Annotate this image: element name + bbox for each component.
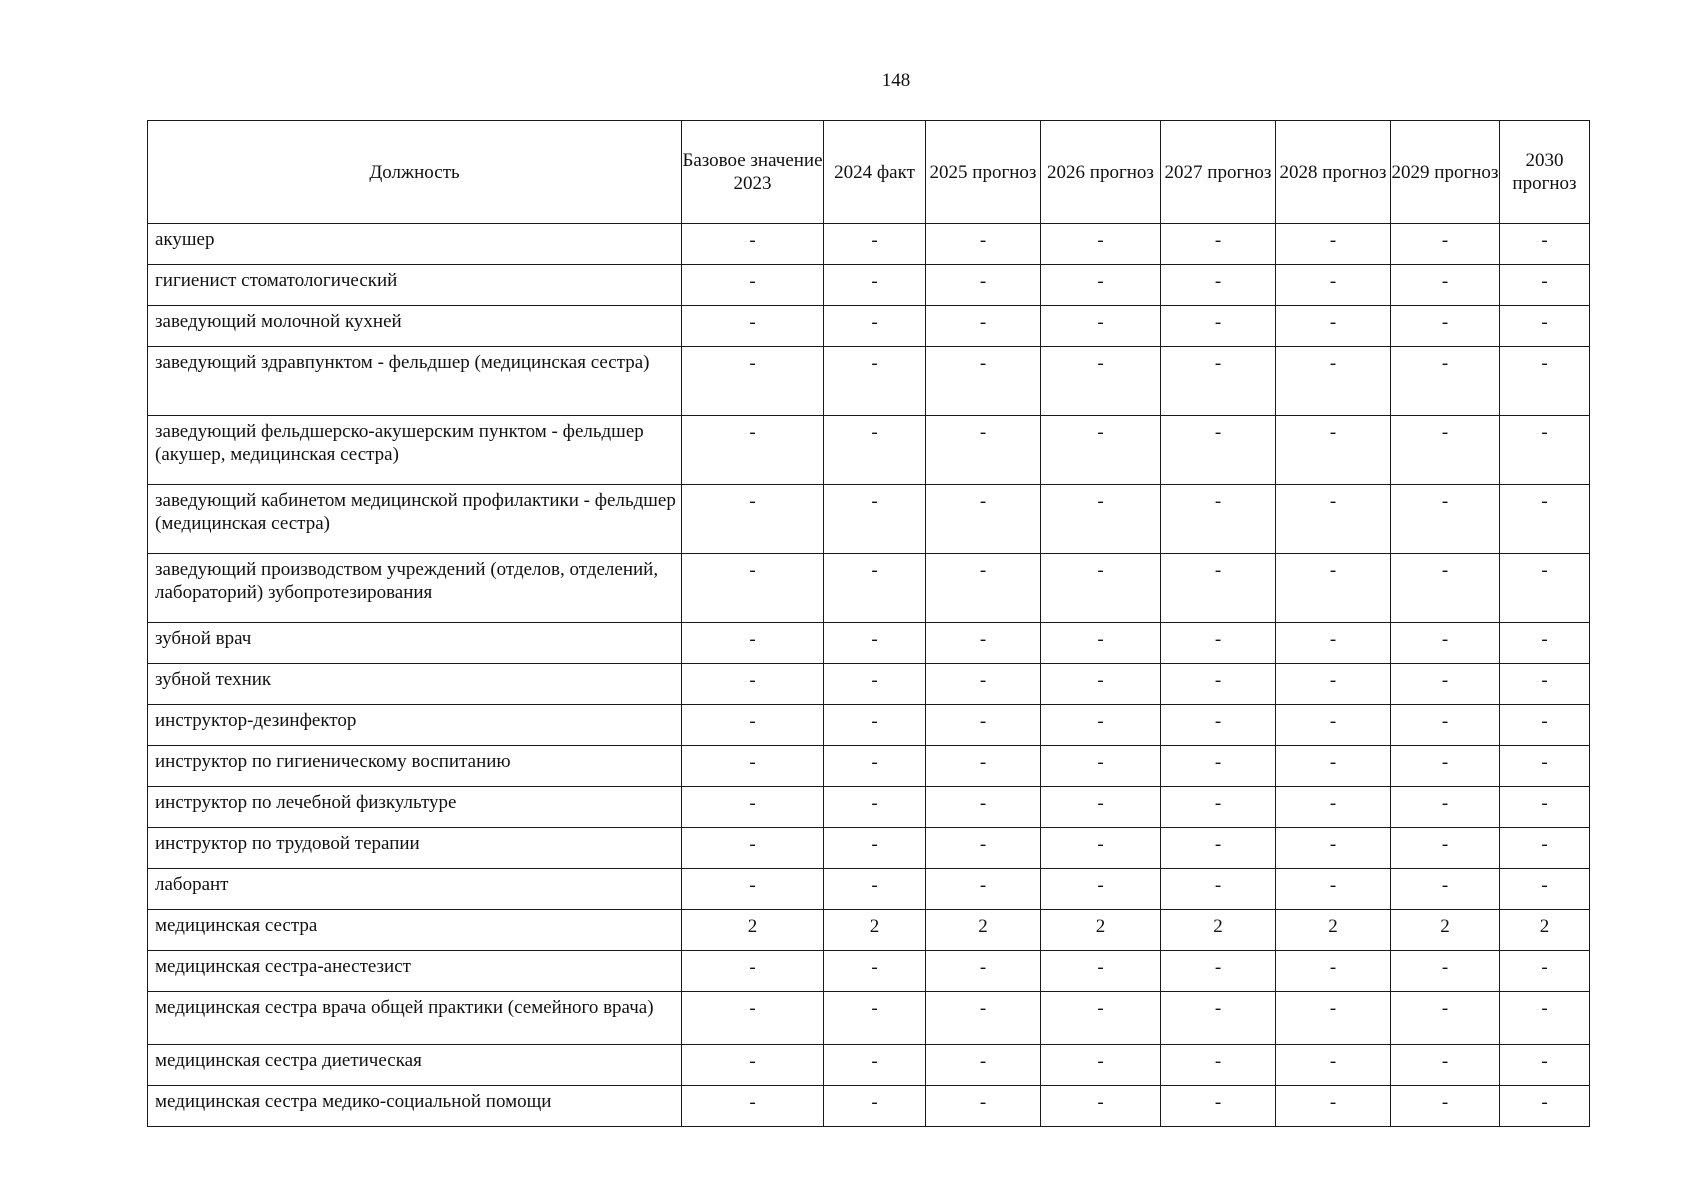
value-cell: - [1041, 664, 1161, 705]
table-row [148, 265, 1590, 306]
value-cell: - [1276, 787, 1391, 828]
position-cell: инструктор по лечебной физкультуре [148, 787, 682, 828]
value-cell: - [824, 224, 926, 265]
value-cell: - [1500, 306, 1590, 347]
value-cell: - [1391, 554, 1500, 623]
table-row [148, 623, 1590, 664]
value-cell: - [1391, 224, 1500, 265]
value-cell: - [1161, 787, 1276, 828]
table-row [148, 306, 1590, 347]
value-cell: - [1500, 265, 1590, 306]
value-cell: - [1500, 554, 1590, 623]
value-cell: - [1161, 306, 1276, 347]
value-cell: 2 [926, 910, 1041, 951]
value-cell: - [926, 485, 1041, 554]
value-cell: - [926, 416, 1041, 485]
value-cell: 2 [824, 910, 926, 951]
value-cell: - [1041, 1045, 1161, 1086]
value-cell: - [1391, 705, 1500, 746]
position-cell: заведующий производством учреждений (отделов, отделений, лабораторий) зубопротезирования [148, 554, 682, 623]
position-cell: инструктор по гигиеническому воспитанию [148, 746, 682, 787]
value-cell: 2 [1500, 910, 1590, 951]
position-cell: лаборант [148, 869, 682, 910]
column-header-2029-forecast: 2029 прогноз [1391, 121, 1500, 224]
table-row [148, 910, 1590, 951]
value-cell: - [1161, 746, 1276, 787]
value-cell: - [1391, 869, 1500, 910]
value-cell: - [1500, 664, 1590, 705]
table-row [148, 828, 1590, 869]
value-cell: - [824, 705, 926, 746]
value-cell: - [926, 746, 1041, 787]
value-cell: - [1276, 992, 1391, 1045]
value-cell: - [1276, 828, 1391, 869]
value-cell: - [824, 1045, 926, 1086]
column-header-2027-forecast: 2027 прогноз [1161, 121, 1276, 224]
value-cell: - [1500, 705, 1590, 746]
value-cell: - [824, 306, 926, 347]
value-cell: 2 [682, 910, 824, 951]
position-cell: инструктор-дезинфектор [148, 705, 682, 746]
value-cell: - [1391, 416, 1500, 485]
column-header-base-2023: Базовое значение 2023 [682, 121, 824, 224]
value-cell: - [1276, 1086, 1391, 1127]
table-row [148, 1086, 1590, 1127]
value-cell: - [1391, 347, 1500, 416]
value-cell: 2 [1041, 910, 1161, 951]
table-row [148, 485, 1590, 554]
value-cell: - [682, 623, 824, 664]
value-cell: - [1041, 554, 1161, 623]
value-cell: - [1161, 265, 1276, 306]
value-cell: - [1276, 623, 1391, 664]
value-cell: - [1276, 746, 1391, 787]
value-cell: - [1161, 828, 1276, 869]
value-cell: - [1500, 623, 1590, 664]
value-cell: - [1391, 306, 1500, 347]
value-cell: - [1500, 951, 1590, 992]
table-row [148, 869, 1590, 910]
value-cell: - [1161, 416, 1276, 485]
table-row [148, 664, 1590, 705]
value-cell: - [1500, 1045, 1590, 1086]
table-row [148, 705, 1590, 746]
value-cell: - [926, 828, 1041, 869]
value-cell: - [824, 1086, 926, 1127]
value-cell: - [1500, 869, 1590, 910]
value-cell: - [1041, 485, 1161, 554]
value-cell: - [1500, 347, 1590, 416]
value-cell: - [1276, 705, 1391, 746]
value-cell: - [1500, 1086, 1590, 1127]
value-cell: - [1391, 623, 1500, 664]
value-cell: - [1276, 224, 1391, 265]
table-header-row [148, 121, 1590, 224]
value-cell: - [926, 787, 1041, 828]
value-cell: - [1276, 951, 1391, 992]
value-cell: - [926, 224, 1041, 265]
value-cell: - [926, 265, 1041, 306]
value-cell: - [682, 1045, 824, 1086]
value-cell: - [1500, 746, 1590, 787]
value-cell: - [1391, 265, 1500, 306]
value-cell: - [824, 869, 926, 910]
value-cell: - [682, 224, 824, 265]
value-cell: - [1041, 1086, 1161, 1127]
position-cell: зубной врач [148, 623, 682, 664]
value-cell: - [1161, 869, 1276, 910]
value-cell: - [1391, 664, 1500, 705]
value-cell: - [926, 554, 1041, 623]
table-row [148, 1045, 1590, 1086]
staffing-table [147, 120, 1590, 1127]
value-cell: - [1276, 485, 1391, 554]
value-cell: - [1276, 1045, 1391, 1086]
value-cell: - [824, 485, 926, 554]
value-cell: - [1041, 787, 1161, 828]
value-cell: - [682, 265, 824, 306]
value-cell: - [824, 347, 926, 416]
value-cell: - [682, 416, 824, 485]
value-cell: - [1391, 485, 1500, 554]
value-cell: - [926, 869, 1041, 910]
value-cell: - [1391, 787, 1500, 828]
value-cell: - [1041, 416, 1161, 485]
value-cell: - [1161, 705, 1276, 746]
value-cell: - [824, 623, 926, 664]
column-header-2030-forecast: 2030 прогноз [1500, 121, 1590, 224]
position-cell: заведующий фельдшерско-акушерским пунктом - фельдшер (акушер, медицинская сестра) [148, 416, 682, 485]
value-cell: - [1391, 1086, 1500, 1127]
value-cell: - [926, 1045, 1041, 1086]
value-cell: - [824, 828, 926, 869]
value-cell: - [926, 705, 1041, 746]
value-cell: - [1391, 992, 1500, 1045]
value-cell: - [1041, 746, 1161, 787]
position-cell: медицинская сестра диетическая [148, 1045, 682, 1086]
value-cell: - [1276, 306, 1391, 347]
value-cell: - [1276, 869, 1391, 910]
value-cell: - [824, 416, 926, 485]
value-cell: - [1161, 1045, 1276, 1086]
value-cell: - [1391, 828, 1500, 869]
value-cell: - [926, 623, 1041, 664]
value-cell: - [1500, 416, 1590, 485]
position-cell: инструктор по трудовой терапии [148, 828, 682, 869]
value-cell: - [682, 828, 824, 869]
value-cell: - [824, 992, 926, 1045]
value-cell: - [682, 485, 824, 554]
value-cell: - [1041, 347, 1161, 416]
position-cell: заведующий здравпунктом - фельдшер (медицинская сестра) [148, 347, 682, 416]
value-cell: - [1276, 347, 1391, 416]
table-row [148, 746, 1590, 787]
value-cell: - [682, 705, 824, 746]
value-cell: - [682, 787, 824, 828]
column-header-2025-forecast: 2025 прогноз [926, 121, 1041, 224]
value-cell: - [1161, 951, 1276, 992]
value-cell: - [1161, 1086, 1276, 1127]
value-cell: - [682, 1086, 824, 1127]
value-cell: - [1041, 828, 1161, 869]
position-cell: медицинская сестра [148, 910, 682, 951]
value-cell: - [1391, 1045, 1500, 1086]
value-cell: - [926, 992, 1041, 1045]
value-cell: - [682, 992, 824, 1045]
value-cell: - [1041, 992, 1161, 1045]
table-row [148, 554, 1590, 623]
position-cell: зубной техник [148, 664, 682, 705]
value-cell: 2 [1276, 910, 1391, 951]
column-header-position: Должность [148, 121, 682, 224]
position-cell: медицинская сестра врача общей практики (семейного врача) [148, 992, 682, 1045]
value-cell: - [682, 347, 824, 416]
value-cell: - [1041, 306, 1161, 347]
table-row [148, 992, 1590, 1045]
position-cell: заведующий молочной кухней [148, 306, 682, 347]
table-row [148, 787, 1590, 828]
value-cell: - [926, 1086, 1041, 1127]
value-cell: - [1500, 992, 1590, 1045]
value-cell: - [926, 306, 1041, 347]
value-cell: - [1500, 224, 1590, 265]
value-cell: - [1041, 265, 1161, 306]
value-cell: - [1041, 224, 1161, 265]
table-row [148, 951, 1590, 992]
table-row [148, 416, 1590, 485]
value-cell: - [926, 664, 1041, 705]
value-cell: - [926, 347, 1041, 416]
value-cell: - [682, 746, 824, 787]
value-cell: - [682, 554, 824, 623]
value-cell: - [1041, 623, 1161, 664]
value-cell: - [1161, 347, 1276, 416]
value-cell: - [1276, 416, 1391, 485]
column-header-2024-fact: 2024 факт [824, 121, 926, 224]
value-cell: - [824, 265, 926, 306]
table-row [148, 347, 1590, 416]
column-header-2028-forecast: 2028 прогноз [1276, 121, 1391, 224]
value-cell: - [1391, 746, 1500, 787]
value-cell: - [824, 951, 926, 992]
value-cell: - [1276, 554, 1391, 623]
table-row [148, 224, 1590, 265]
value-cell: - [1041, 705, 1161, 746]
value-cell: - [824, 746, 926, 787]
value-cell: - [1391, 951, 1500, 992]
value-cell: 2 [1161, 910, 1276, 951]
value-cell: 2 [1391, 910, 1500, 951]
value-cell: - [1041, 869, 1161, 910]
position-cell: заведующий кабинетом медицинской профилактики - фельдшер (медицинская сестра) [148, 485, 682, 554]
value-cell: - [1161, 992, 1276, 1045]
page-number: 148 [881, 70, 911, 91]
value-cell: - [1161, 224, 1276, 265]
value-cell: - [1500, 485, 1590, 554]
value-cell: - [1041, 951, 1161, 992]
value-cell: - [1276, 265, 1391, 306]
value-cell: - [1276, 664, 1391, 705]
value-cell: - [1500, 828, 1590, 869]
value-cell: - [824, 787, 926, 828]
column-header-2026-forecast: 2026 прогноз [1041, 121, 1161, 224]
value-cell: - [682, 869, 824, 910]
value-cell: - [1161, 664, 1276, 705]
position-cell: гигиенист стоматологический [148, 265, 682, 306]
value-cell: - [824, 664, 926, 705]
position-cell: акушер [148, 224, 682, 265]
value-cell: - [824, 554, 926, 623]
value-cell: - [1500, 787, 1590, 828]
value-cell: - [1161, 554, 1276, 623]
position-cell: медицинская сестра-анестезист [148, 951, 682, 992]
value-cell: - [1161, 485, 1276, 554]
position-cell: медицинская сестра медико-социальной помощи [148, 1086, 682, 1127]
value-cell: - [682, 951, 824, 992]
value-cell: - [682, 306, 824, 347]
value-cell: - [926, 951, 1041, 992]
value-cell: - [1161, 623, 1276, 664]
value-cell: - [682, 664, 824, 705]
